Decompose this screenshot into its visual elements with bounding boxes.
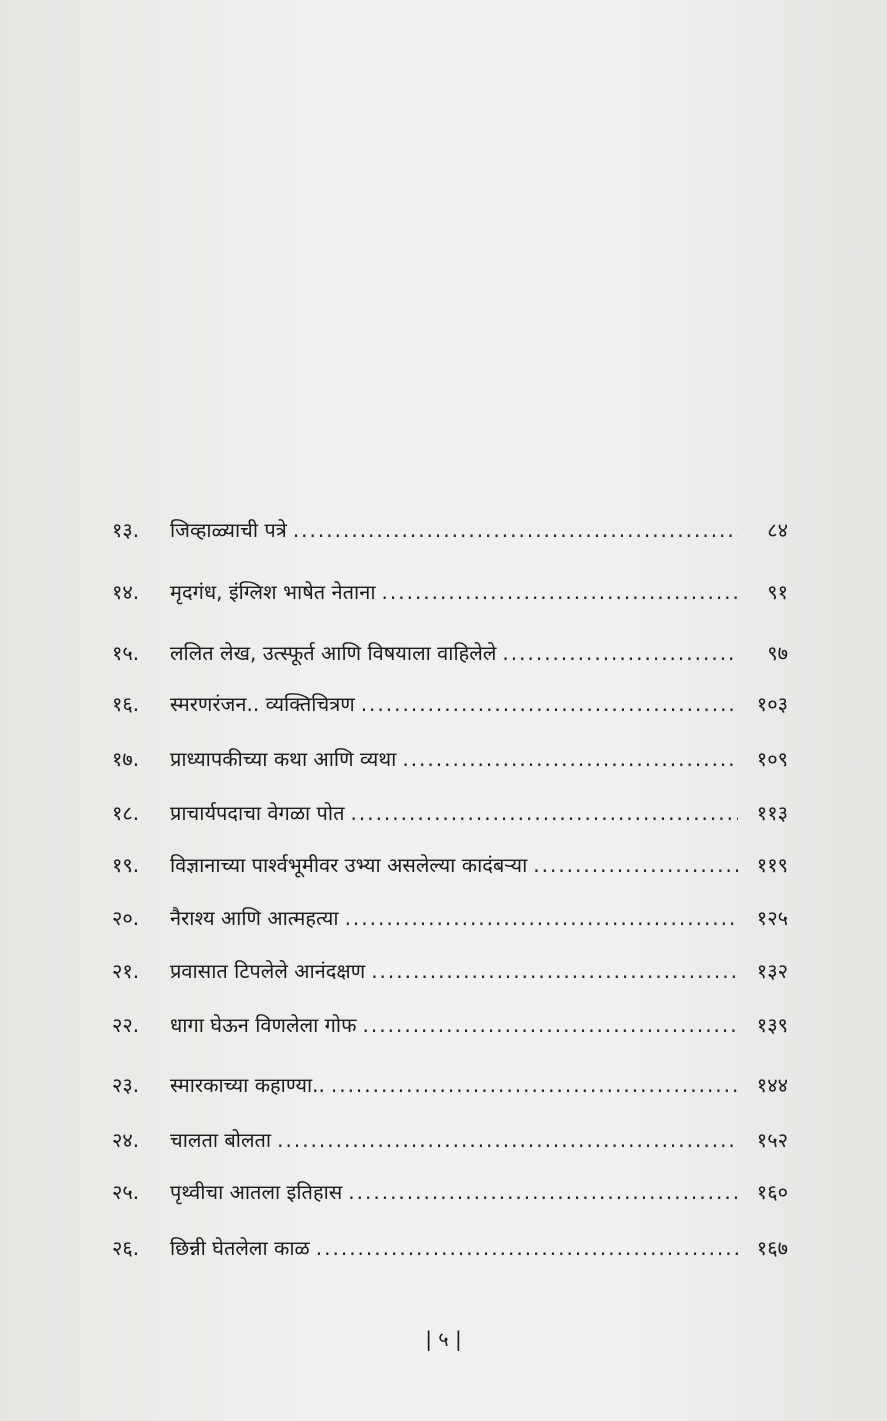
dot-leader <box>331 1065 738 1105</box>
toc-entry-page: ९१ <box>767 580 788 604</box>
toc-entry-number: २३. <box>112 1073 140 1097</box>
toc-entry-number: २२. <box>112 1013 140 1037</box>
page-number: | ५ | <box>425 1327 462 1351</box>
toc-entry <box>112 510 788 550</box>
toc-entry-title: धागा घेऊन विणलेला गोफ <box>170 1013 357 1037</box>
toc-entry-page: १०३ <box>756 692 788 716</box>
toc-entry-number: १५. <box>112 641 140 665</box>
toc-entry <box>112 739 788 779</box>
toc-entry <box>112 898 788 938</box>
dot-leader <box>351 793 739 833</box>
toc-entry-page: १५२ <box>756 1128 788 1152</box>
toc-entry-page: १६७ <box>756 1236 788 1260</box>
toc-entry-number: १४. <box>112 580 140 604</box>
toc-entry <box>112 845 788 885</box>
toc-entry-title: प्रवासात टिपलेले आनंदक्षण <box>170 959 366 983</box>
toc-entry-page: ८४ <box>767 518 788 542</box>
dot-leader <box>348 1172 738 1212</box>
toc-entry-title: विज्ञानाच्या पार्श्वभूमीवर उभ्या असलेल्या कादंबऱ्या <box>170 853 528 877</box>
toc-entry-title: पृथ्वीचा आतला इतिहास <box>170 1180 343 1204</box>
dot-leader <box>293 510 738 550</box>
dot-leader <box>316 1228 738 1268</box>
dot-leader <box>277 1120 738 1160</box>
toc-entry-page: ९७ <box>767 641 788 665</box>
toc-entry-number: १६. <box>112 692 140 716</box>
dot-leader <box>363 1005 738 1045</box>
toc-entry-page: १३२ <box>756 959 788 983</box>
toc-entry-page: ११३ <box>756 801 788 825</box>
toc-entry <box>112 1172 788 1212</box>
dot-leader <box>502 633 738 673</box>
toc-entry-page: १३९ <box>756 1013 788 1037</box>
toc-entry <box>112 1065 788 1105</box>
toc-entry-title: स्मरणरंजन.. व्यक्तिचित्रण <box>170 692 355 716</box>
dot-leader <box>371 951 738 991</box>
toc-entry-number: १७. <box>112 747 140 771</box>
dot-leader <box>345 898 738 938</box>
toc-entry-number: २६. <box>112 1236 140 1260</box>
toc-entry <box>112 633 788 673</box>
toc-entry-number: १८. <box>112 801 140 825</box>
toc-entry-title: स्मारकाच्या कहाण्या.. <box>170 1073 325 1097</box>
toc-entry <box>112 793 788 833</box>
dot-leader <box>533 845 738 885</box>
dot-leader <box>402 739 738 779</box>
toc-entry-page: ११९ <box>756 853 788 877</box>
toc-entry-number: १९. <box>112 853 140 877</box>
toc-entry-title: प्राध्यापकीच्या कथा आणि व्यथा <box>170 747 397 771</box>
dot-leader <box>382 572 738 612</box>
toc-entry-number: २४. <box>112 1128 140 1152</box>
toc-entry-number: २५. <box>112 1180 140 1204</box>
toc-entry <box>112 1228 788 1268</box>
toc-entry-number: २१. <box>112 959 140 983</box>
toc-entry-number: २०. <box>112 906 140 930</box>
toc-entry-title: मृदगंध, इंग्लिश भाषेत नेताना <box>170 580 376 604</box>
toc-entry-title: ललित लेख, उत्स्फूर्त आणि विषयाला वाहिलेले <box>170 641 497 665</box>
toc-entry-page: १६० <box>756 1180 788 1204</box>
toc-entry <box>112 572 788 612</box>
toc-entry-page: १०९ <box>756 747 788 771</box>
toc-entry-title: प्राचार्यपदाचा वेगळा पोत <box>170 801 345 825</box>
toc-entry-title: छिन्नी घेतलेला काळ <box>170 1236 310 1260</box>
toc-entry <box>112 684 788 724</box>
toc-entry-title: चालता बोलता <box>170 1128 272 1152</box>
toc-entry-title: जिव्हाळ्याची पत्रे <box>170 518 287 542</box>
dot-leader <box>361 684 738 724</box>
toc-entry-title: नैराश्य आणि आत्महत्या <box>170 906 339 930</box>
toc-entry <box>112 1005 788 1045</box>
toc-entry-number: १३. <box>112 518 140 542</box>
toc-entry-page: १२५ <box>756 906 788 930</box>
toc-entry <box>112 1120 788 1160</box>
toc-entry <box>112 951 788 991</box>
toc-entry-page: १४४ <box>756 1073 788 1097</box>
